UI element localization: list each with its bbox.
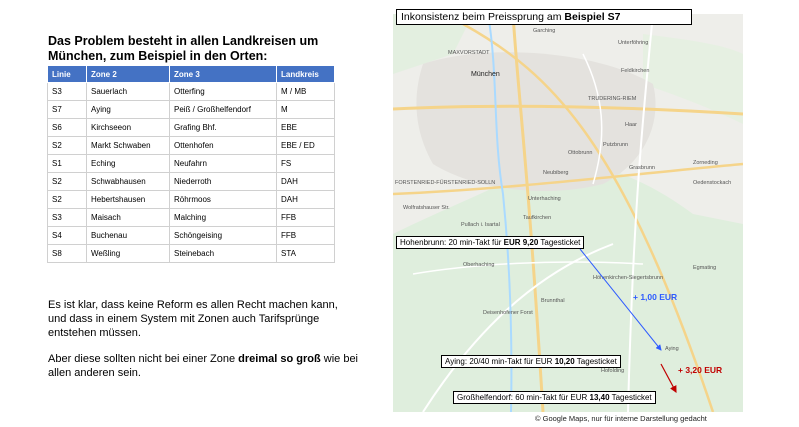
label-zorneding: Zorneding <box>693 160 718 166</box>
column-header-linie: Linie <box>48 66 87 83</box>
cell-landkreis: DAH <box>277 191 335 209</box>
label-hofolding: Hofolding <box>601 368 625 374</box>
cell-linie: S3 <box>48 209 87 227</box>
price-delta-blue: + 1,00 EUR <box>633 292 678 302</box>
label-garching: Garching <box>533 28 556 34</box>
callout-aying <box>441 355 621 368</box>
cell-landkreis: EBE <box>277 119 335 137</box>
map-panel <box>393 14 743 412</box>
table-row <box>48 83 335 101</box>
label-egmating: Egmating <box>693 265 717 271</box>
cell-zone3: Peiß / Großhelfendorf <box>170 101 277 119</box>
cell-zone2: Hebertshausen <box>87 191 170 209</box>
urban-area <box>416 52 655 191</box>
callout-hohenbrunn-prefix: Hohenbrunn: 20 min-Takt für <box>400 238 504 247</box>
label-muenchen: München <box>471 71 500 78</box>
label-maxvorstadt: MAXVORSTADT <box>448 50 490 56</box>
label-aying: Aying <box>665 346 679 352</box>
label-neubiberg: Neubiberg <box>543 170 569 176</box>
cell-zone2: Schwabhausen <box>87 173 170 191</box>
callout-hohenbrunn <box>396 236 584 249</box>
label-unterfoehring: Unterföhring <box>618 40 649 46</box>
cell-linie: S2 <box>48 137 87 155</box>
label-pullach: Pullach i. Isartal <box>461 222 500 228</box>
cell-landkreis: FFB <box>277 209 335 227</box>
table-row <box>48 155 335 173</box>
table-row <box>48 191 335 209</box>
cell-zone2: Maisach <box>87 209 170 227</box>
table-row <box>48 119 335 137</box>
cell-linie: S8 <box>48 245 87 263</box>
label-hoehenkirchen: Höhenkirchen-Siegertsbrunn <box>593 275 664 281</box>
table-row <box>48 245 335 263</box>
column-header-zone3: Zone 3 <box>170 66 277 83</box>
cell-linie: S7 <box>48 101 87 119</box>
map-copyright: © Google Maps, nur für interne Darstellung gedacht <box>535 414 707 423</box>
cell-zone3: Malching <box>170 209 277 227</box>
callout-grosshelfendorf-prefix: Großhelfendorf: 60 min-Takt für EUR <box>457 393 590 402</box>
cell-zone3: Ottenhofen <box>170 137 277 155</box>
price-delta-red: + 3,20 EUR <box>678 365 723 375</box>
cell-landkreis: EBE / ED <box>277 137 335 155</box>
cell-landkreis: FFB <box>277 227 335 245</box>
callout-aying-price: 10,20 <box>554 357 575 366</box>
table-row <box>48 137 335 155</box>
cell-zone3: Steinebach <box>170 245 277 263</box>
callout-grosshelfendorf-price: 13,40 <box>589 393 610 402</box>
callout-hohenbrunn-suffix: Tagesticket <box>538 238 581 247</box>
callout-hohenbrunn-price: EUR 9,20 <box>503 238 539 247</box>
cell-landkreis: M / MB <box>277 83 335 101</box>
cell-linie: S6 <box>48 119 87 137</box>
cell-zone2: Sauerlach <box>87 83 170 101</box>
cell-zone2: Weßling <box>87 245 170 263</box>
cell-linie: S4 <box>48 227 87 245</box>
label-trudering: TRUDERING-RIEM <box>588 96 637 102</box>
cell-zone3: Otterfing <box>170 83 277 101</box>
cell-zone2: Buchenau <box>87 227 170 245</box>
map-title <box>396 9 692 25</box>
label-oedenstockach: Oedenstockach <box>693 180 732 186</box>
map-title-prefix: Inkonsistenz beim Preissprung am <box>401 11 565 23</box>
cell-zone2: Markt Schwaben <box>87 137 170 155</box>
table-row <box>48 227 335 245</box>
cell-linie: S2 <box>48 191 87 209</box>
label-deisenhofener: Deisenhofener Forst <box>483 310 533 316</box>
callout-aying-suffix: Tagesticket <box>574 357 617 366</box>
label-putzbrunn: Putzbrunn <box>603 142 629 148</box>
label-wolfratshauser: Wolfratshauser Str. <box>403 205 450 211</box>
table-row <box>48 173 335 191</box>
callout-grosshelfendorf-suffix: Tagesticket <box>609 393 652 402</box>
table-body <box>48 83 335 263</box>
map-title-emphasis: Beispiel S7 <box>564 11 621 23</box>
cell-zone3: Grafing Bhf. <box>170 119 277 137</box>
cell-landkreis: DAH <box>277 173 335 191</box>
conclusion-emphasis: dreimal so groß <box>238 353 321 365</box>
cell-linie: S1 <box>48 155 87 173</box>
table-row <box>48 209 335 227</box>
label-brunnthal: Brunnthal <box>541 298 565 304</box>
label-feldkirchen: Feldkirchen <box>621 68 650 74</box>
column-header-zone2: Zone 2 <box>87 66 170 83</box>
callout-aying-prefix: Aying: 20/40 min-Takt für EUR <box>445 357 555 366</box>
label-haar: Haar <box>625 122 637 128</box>
conclusion-suffix: wie bei allen anderen sein. <box>48 353 358 379</box>
conclusion-prefix: Aber diese sollten nicht bei einer Zone <box>48 353 239 365</box>
cell-zone3: Schöngeising <box>170 227 277 245</box>
conclusion-paragraph <box>48 352 358 380</box>
cell-zone2: Aying <box>87 101 170 119</box>
cell-linie: S2 <box>48 173 87 191</box>
cell-zone2: Kirchseeon <box>87 119 170 137</box>
cell-zone2: Eching <box>87 155 170 173</box>
label-oberhaching: Oberhaching <box>463 262 495 268</box>
label-ottobrunn: Ottobrunn <box>568 150 593 156</box>
map-graphic <box>393 14 743 412</box>
label-unterhaching: Unterhaching <box>528 196 561 202</box>
label-taufkirchen: Taufkirchen <box>523 215 552 221</box>
reform-paragraph: Es ist klar, dass keine Reform es allen Recht machen kann, und dass in einem System mit Zonen auch Tarifsprünge entstehen müssen. <box>48 299 338 339</box>
cell-linie: S3 <box>48 83 87 101</box>
cell-landkreis: FS <box>277 155 335 173</box>
table-row <box>48 101 335 119</box>
cell-zone3: Röhrmoos <box>170 191 277 209</box>
cell-landkreis: STA <box>277 245 335 263</box>
cell-landkreis: M <box>277 101 335 119</box>
label-forstenried: FORSTENRIED-FÜRSTENRIED-SOLLN <box>395 180 496 186</box>
column-header-landkreis: Landkreis <box>277 66 335 83</box>
callout-grosshelfendorf <box>453 391 656 404</box>
cell-zone3: Niederroth <box>170 173 277 191</box>
label-grasbrunn: Grasbrunn <box>629 165 655 171</box>
zone-table <box>47 65 335 263</box>
cell-zone3: Neufahrn <box>170 155 277 173</box>
section-heading: Das Problem besteht in allen Landkreisen um München, zum Beispiel in den Orten: <box>48 34 319 63</box>
table-header-row <box>48 66 335 83</box>
